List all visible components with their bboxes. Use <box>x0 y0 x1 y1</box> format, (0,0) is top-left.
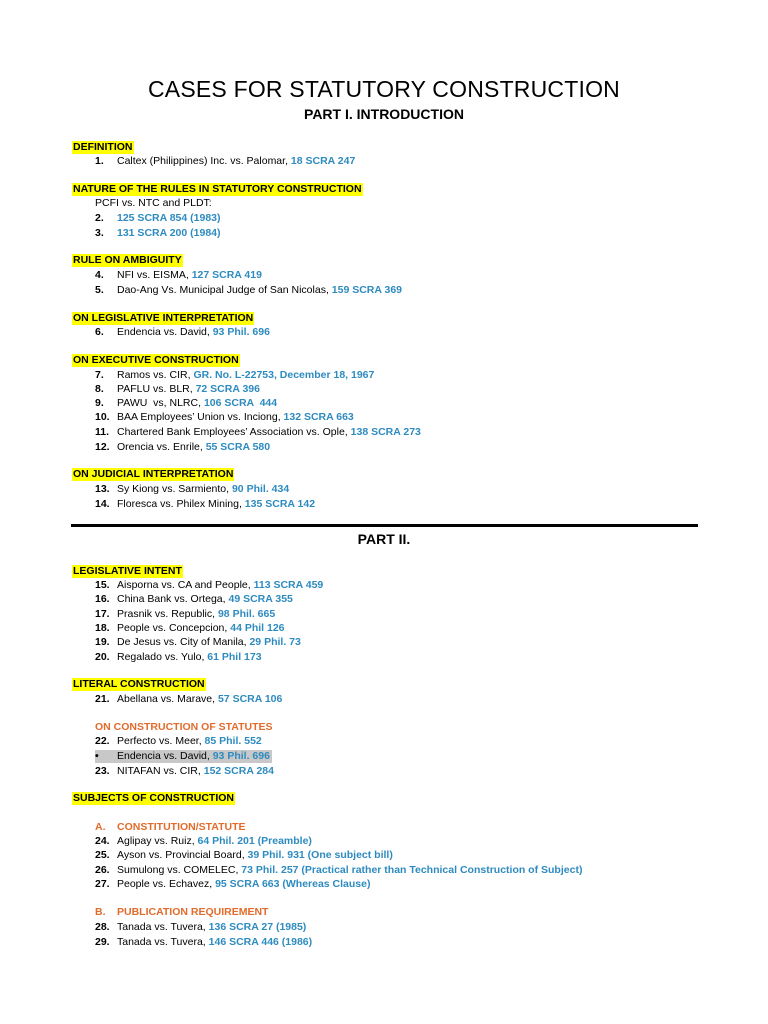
item-number: 28. <box>95 921 110 933</box>
subheading-letter: A. <box>95 821 106 833</box>
list-item <box>95 369 374 382</box>
item-number: 24. <box>95 835 110 847</box>
item-number: 12. <box>95 441 110 453</box>
bullet-icon: • <box>95 750 99 762</box>
list-item <box>95 936 312 949</box>
heading-legislative-interpretation: ON LEGISLATIVE INTERPRETATION <box>73 312 254 324</box>
item-number: 13. <box>95 483 110 495</box>
list-item <box>95 765 274 778</box>
citation: 29 Phil. 73 <box>249 636 301 648</box>
list-item <box>95 636 301 649</box>
citation: 136 SCRA 27 (1985) <box>208 921 307 933</box>
item-number: 21. <box>95 693 110 705</box>
list-item <box>95 735 262 748</box>
case-note: PCFI vs. NTC and PLDT: <box>95 197 212 209</box>
heading-legislative-intent: LEGISLATIVE INTENT <box>73 565 182 577</box>
item-number: 19. <box>95 636 110 648</box>
citation: 90 Phil. 434 <box>231 483 290 495</box>
case-name: Tanada vs. Tuvera, <box>117 936 209 948</box>
case-name: De Jesus vs. City of Manila, <box>117 636 250 648</box>
case-name: Perfecto vs. Meer, <box>117 735 205 747</box>
case-name: BAA Employees’ Union vs. Inciong, <box>117 411 284 423</box>
item-number: 17. <box>95 608 110 620</box>
list-item <box>95 651 262 664</box>
citation: 64 Phil. 201 (Preamble) <box>197 835 312 847</box>
list-item <box>95 284 402 297</box>
item-number: 18. <box>95 622 110 634</box>
heading-literal-construction: LITERAL CONSTRUCTION <box>73 678 205 690</box>
list-item <box>95 579 323 592</box>
list-item <box>95 269 262 282</box>
item-number: 23. <box>95 765 110 777</box>
case-name: NITAFAN vs. CIR, <box>117 765 204 777</box>
list-item <box>95 483 289 496</box>
list-item <box>95 383 260 396</box>
case-name: Abellana vs. Marave, <box>117 693 218 705</box>
citation: GR. No. L-22753, December 18, 1967 <box>193 369 375 381</box>
citation: 127 SCRA 419 <box>191 269 262 281</box>
heading-judicial-interpretation: ON JUDICIAL INTERPRETATION <box>73 468 234 480</box>
case-name: PAWU vs, NLRC, <box>117 397 204 409</box>
list-item-highlighted <box>95 750 272 763</box>
list-item <box>95 411 354 424</box>
case-name: Chartered Bank Employees’ Association vs. Ople, <box>117 426 351 438</box>
citation: 72 SCRA 396 <box>195 383 260 395</box>
item-number: 14. <box>95 498 110 510</box>
subheading-letter: B. <box>95 906 106 918</box>
citation: 113 SCRA 459 <box>253 579 324 591</box>
case-name: Endencia vs. David, <box>117 750 213 762</box>
item-number: 10. <box>95 411 110 423</box>
item-number: 16. <box>95 593 110 605</box>
case-name: Floresca vs. Philex Mining, <box>117 498 245 510</box>
list-item <box>95 608 275 621</box>
citation: 73 Phil. 257 (Practical rather than Technical Construction of Subject) <box>241 864 583 876</box>
case-name: Ramos vs. CIR, <box>117 369 194 381</box>
list-item <box>95 397 277 410</box>
heading-ambiguity: RULE ON AMBIGUITY <box>73 254 182 266</box>
section-divider <box>71 524 698 527</box>
citation: 93 Phil. 696 <box>212 326 270 338</box>
citation: 125 SCRA 854 (1983) <box>117 212 221 224</box>
case-name: Caltex (Philippines) Inc. vs. Palomar, <box>117 155 291 167</box>
citation: 49 SCRA 355 <box>228 593 293 605</box>
item-number: 29. <box>95 936 110 948</box>
document-title: CASES FOR STATUTORY CONSTRUCTION <box>148 76 620 102</box>
subheading-publication-requirement <box>95 906 268 919</box>
case-name: Aisporna vs. CA and People, <box>117 579 254 591</box>
heading-nature: NATURE OF THE RULES IN STATUTORY CONSTRUCTION <box>73 183 362 195</box>
item-number: 4. <box>95 269 104 281</box>
case-name: People vs. Concepcion, <box>117 622 231 634</box>
citation: 61 Phil 173 <box>207 651 262 663</box>
case-name: China Bank vs. Ortega, <box>117 593 229 605</box>
item-number: 25. <box>95 849 110 861</box>
item-number: 2. <box>95 212 104 224</box>
case-name: Tanada vs. Tuvera, <box>117 921 209 933</box>
citation: 152 SCRA 284 <box>203 765 274 777</box>
case-name: Orencia vs. Enrile, <box>117 441 206 453</box>
item-number: 3. <box>95 227 104 239</box>
list-item <box>95 693 282 706</box>
case-name: Aglipay vs. Ruiz, <box>117 835 198 847</box>
case-name: People vs. Echavez, <box>117 878 216 890</box>
item-number: 9. <box>95 397 104 409</box>
list-item <box>95 426 421 439</box>
list-item <box>95 227 221 240</box>
list-item <box>95 498 315 511</box>
item-number: 15. <box>95 579 110 591</box>
list-item <box>95 441 270 454</box>
citation: 39 Phil. 931 (One subject bill) <box>247 849 393 861</box>
item-number: 5. <box>95 284 104 296</box>
part2-title: PART II. <box>357 531 411 547</box>
case-name: PAFLU vs. BLR, <box>117 383 196 395</box>
case-name: NFI vs. EISMA, <box>117 269 192 281</box>
list-item <box>95 212 221 225</box>
item-number: 22. <box>95 735 110 747</box>
citation: 85 Phil. 552 <box>204 735 262 747</box>
case-name: Prasnik vs. Republic, <box>117 608 218 620</box>
case-name: Regalado vs. Yulo, <box>117 651 208 663</box>
citation: 95 SCRA 663 (Whereas Clause) <box>215 878 371 890</box>
citation: 106 SCRA 444 <box>203 397 278 409</box>
heading-construction-of-statutes: ON CONSTRUCTION OF STATUTES <box>95 721 273 733</box>
case-name: Sumulong vs. COMELEC, <box>117 864 242 876</box>
citation: 18 SCRA 247 <box>290 155 356 167</box>
case-name: Sy Kiong vs. Sarmiento, <box>117 483 232 495</box>
item-number: 11. <box>95 426 110 438</box>
list-item <box>95 849 393 862</box>
item-number: 8. <box>95 383 104 395</box>
item-number: 6. <box>95 326 104 338</box>
citation: 131 SCRA 200 (1984) <box>117 227 221 239</box>
list-item <box>95 155 355 168</box>
list-item <box>95 593 293 606</box>
list-item <box>95 622 285 635</box>
list-item <box>95 921 306 934</box>
citation: 98 Phil. 665 <box>217 608 276 620</box>
citation: 93 Phil. 696 <box>212 750 270 762</box>
citation: 55 SCRA 580 <box>205 441 271 453</box>
citation: 138 SCRA 273 <box>350 426 421 438</box>
list-item <box>95 326 270 339</box>
item-number: 26. <box>95 864 110 876</box>
subheading-label: CONSTITUTION/STATUTE <box>117 821 246 833</box>
part1-title: PART I. INTRODUCTION <box>304 106 464 122</box>
citation: 44 Phil 126 <box>230 622 285 634</box>
item-number: 27. <box>95 878 110 890</box>
item-number: 20. <box>95 651 110 663</box>
case-name: Endencia vs. David, <box>117 326 213 338</box>
citation: 57 SCRA 106 <box>217 693 283 705</box>
subheading-constitution-statute <box>95 821 246 834</box>
list-item <box>95 878 371 891</box>
citation: 159 SCRA 369 <box>331 284 403 296</box>
list-item <box>95 864 582 877</box>
heading-subjects-of-construction: SUBJECTS OF CONSTRUCTION <box>73 792 235 804</box>
citation: 146 SCRA 446 (1986) <box>208 936 313 948</box>
list-item <box>95 835 312 848</box>
item-number: 7. <box>95 369 104 381</box>
case-name: Ayson vs. Provincial Board, <box>117 849 248 861</box>
heading-definition: DEFINITION <box>73 141 133 153</box>
heading-executive-construction: ON EXECUTIVE CONSTRUCTION <box>73 354 239 366</box>
citation: 135 SCRA 142 <box>244 498 316 510</box>
citation: 132 SCRA 663 <box>283 411 354 423</box>
subheading-label: PUBLICATION REQUIREMENT <box>117 906 269 918</box>
item-number: 1. <box>95 155 104 167</box>
case-name: Dao-Ang Vs. Municipal Judge of San Nicolas, <box>117 284 332 296</box>
